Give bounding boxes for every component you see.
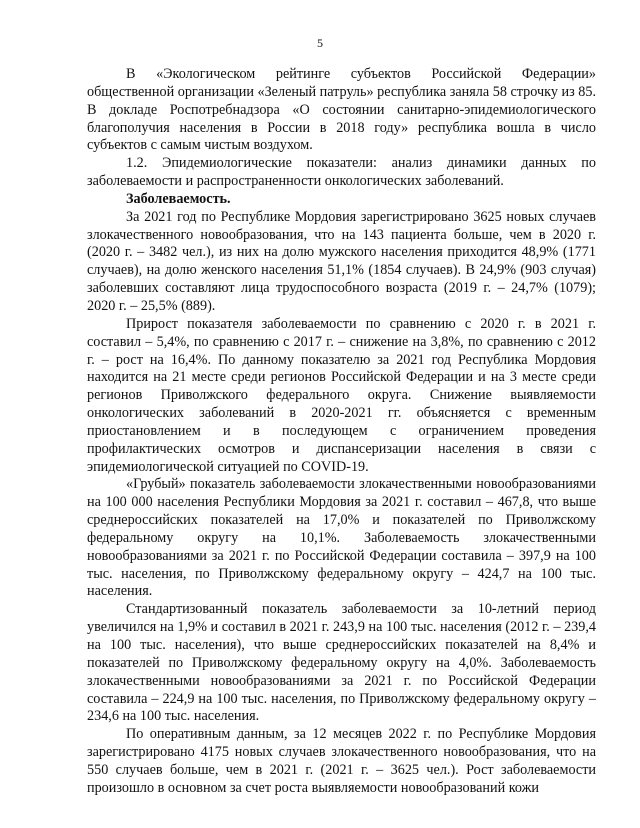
paragraph-incidence-growth: Прирост показателя заболеваемости по сравнению с 2020 г. в 2021 г. составил – 5,4%, по сравнению с 2017 г. – снижение на 3,8%, по сравнению с 2012 г. – рост на 16,4%. По данному показателю за 2021 год Республика Мордовия находится на 21 месте среди регионов Российской Федерации и на 3 месте среди регионов Приволжского федерального округа. Снижение выявляемости онкологических заболеваний в 2020-2021 гг. объясняется с временным приостановлением и в последующем с ограничением проведения профилактических осмотров и диспансеризации населения в связи с эпидемиологической ситуацией по COVID-19. (87, 315, 596, 475)
paragraph-standardized-rate: Стандартизованный показатель заболеваемости за 10-летний период увеличился на 1,9% и составил в 2021 г. 243,9 на 100 тыс. населения (2012 г. – 239,4 на 100 тыс. населения), что выше среднероссийских показателей на 8,4% и показателей по Приволжскому федеральному округу на 4,0%. Заболеваемость злокачественными новообразованиями за 2021 г. по Российской Федерации составила – 224,9 на 100 тыс. населения, по Приволжскому федеральному округу – 234,6 на 100 тыс. населения. (87, 601, 596, 725)
section-heading-epidemiology: 1.2. Эпидемиологические показатели: анализ динамики данных по заболеваемости и распространенности онкологических заболеваний. (87, 155, 596, 190)
page-number: 5 (317, 36, 323, 50)
subheading-incidence: Заболеваемость. (126, 190, 231, 207)
paragraph-new-cases-2021: За 2021 год по Республике Мордовия зарегистрировано 3625 новых случаев злокачественного новообразования, что на 143 пациента больше, чем в 2020 г. (2020 г. – 3482 чел.), из них на долю мужского населения приходится 48,9% (1771 случаев), на долю женского населения 51,1% (1854 случаев). В 24,9% (903 случая) заболевших составляют лица трудоспособного возраста (2019 г. – 24,7% (1079); 2020 г. – 25,5% (889). (87, 208, 596, 314)
paragraph-ecological-rating: В «Экологическом рейтинге субъектов Российской Федерации» общественной организации «Зеленый патруль» республика заняла 58 строчку из 85. В докладе Роспотребнадзора «О состоянии санитарно-эпидемиологического благополучия населения в России в 2018 году» республика вошла в число субъектов с самым чистым воздухом. (87, 66, 596, 154)
paragraph-operational-data-2022: По оперативным данным, за 12 месяцев 2022 г. по Республике Мордовия зарегистрировано 4175 новых случаев злокачественного новообразования, что на 550 случаев больше, чем в 2021 г. (2021 г. – 3625 чел.). Рост заболеваемости произошло в основном за счет роста выявляемости новообразований кожи (87, 726, 596, 796)
paragraph-crude-rate: «Грубый» показатель заболеваемости злокачественными новообразованиями на 100 000 населения Республики Мордовия за 2021 г. составил – 467,8, что выше среднероссийских показателей на 17,0% и показателей по Приволжскому федеральному округу на 10,1%. Заболеваемость злокачественными новообразованиями за 2021 г. по Российской Федерации составила – 397,9 на 100 тыс. населения, по Приволжскому федеральному округу – 424,7 на 100 тыс. населения. (87, 476, 596, 600)
document-body (87, 66, 596, 798)
